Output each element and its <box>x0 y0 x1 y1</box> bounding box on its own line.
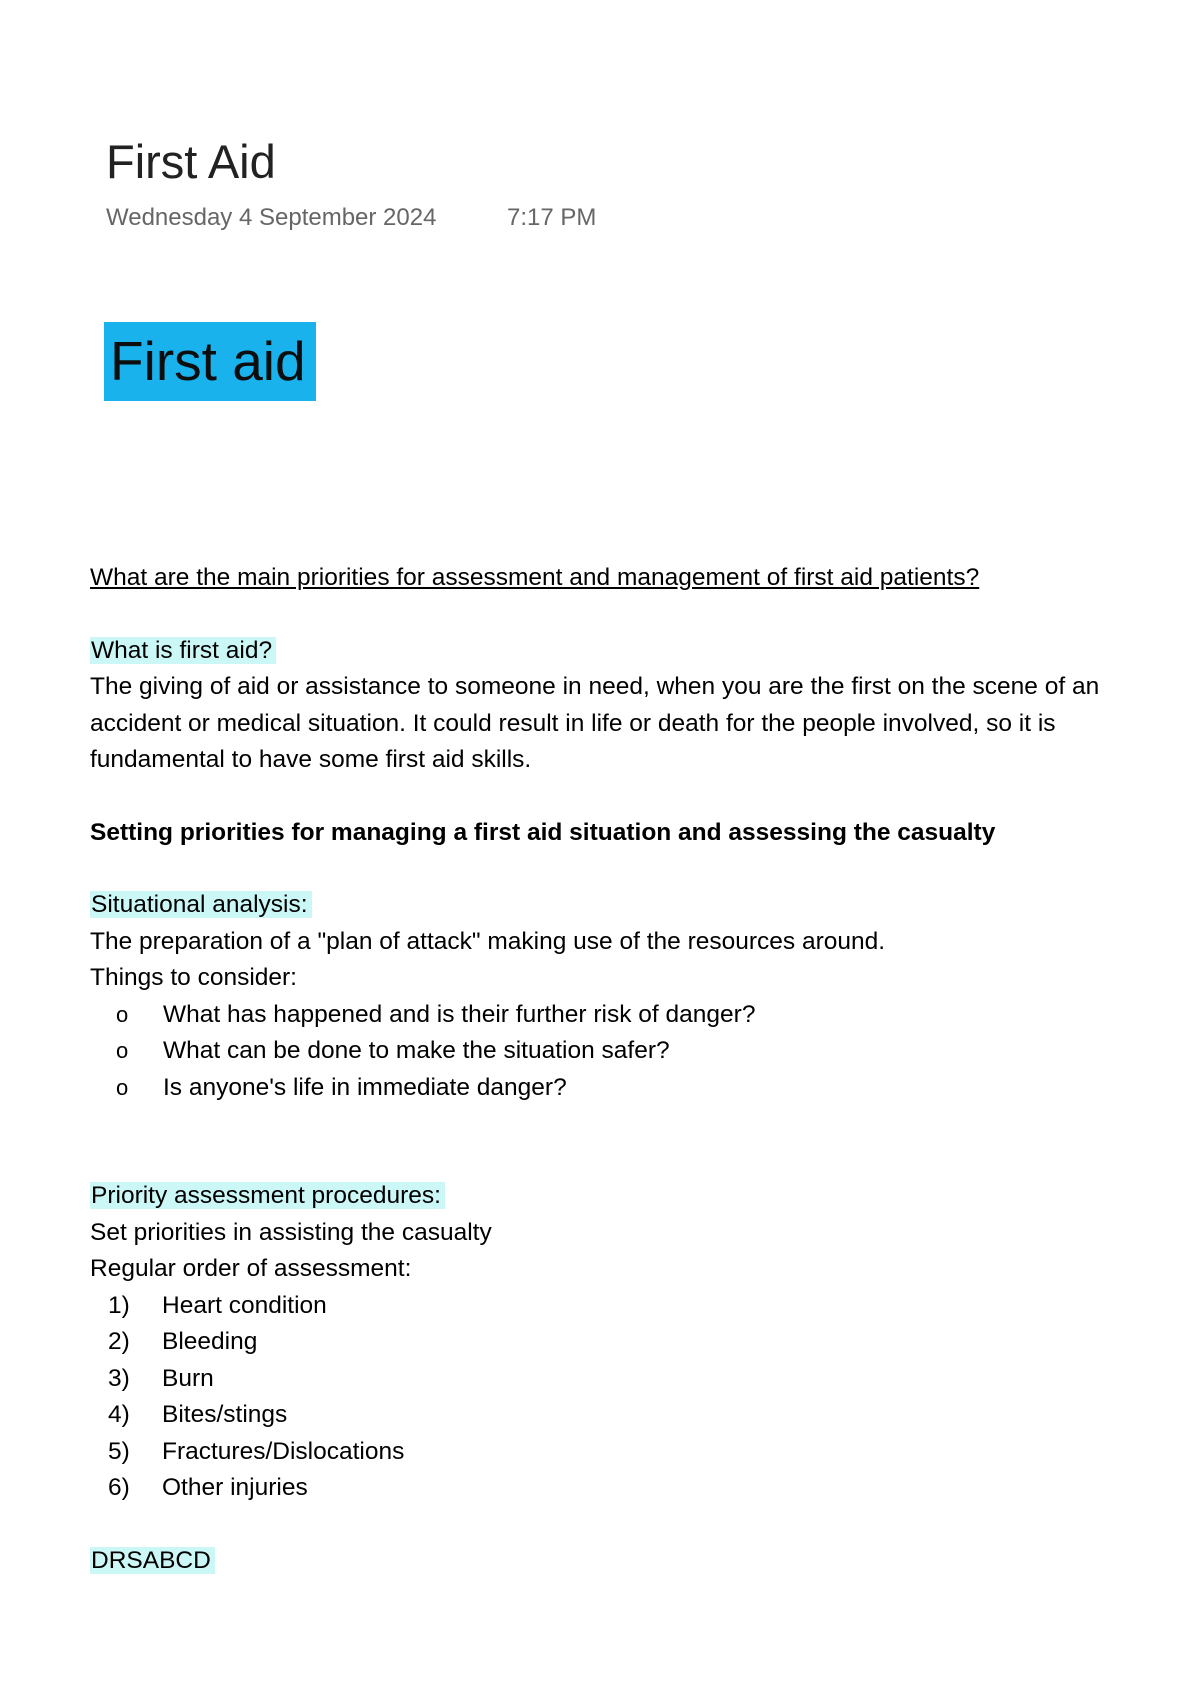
list-item <box>90 1397 1140 1434</box>
highlighted-heading: First aid <box>104 322 316 401</box>
bullet-icon: o <box>116 1001 129 1027</box>
list-number: 5) <box>108 1437 130 1465</box>
list-item-text: Bleeding <box>162 1328 258 1355</box>
priority-line-1: Set priorities in assisting the casualty <box>90 1218 492 1246</box>
list-item-text: What has happened and is their further risk of danger? <box>163 1000 756 1028</box>
note-body <box>90 560 1140 1579</box>
situational-body: The preparation of a "plan of attack" making use of the resources around. <box>90 927 886 955</box>
what-is-label: What is first aid? <box>90 637 276 664</box>
list-item <box>90 1324 1140 1361</box>
list-item <box>90 997 1140 1034</box>
drsabcd-label: DRSABCD <box>90 1547 215 1574</box>
list-item <box>90 1288 1140 1325</box>
priority-assessment-label: Priority assessment procedures: <box>90 1182 445 1209</box>
list-number: 2) <box>108 1328 130 1355</box>
list-item-text: What can be done to make the situation safer? <box>163 1037 670 1064</box>
bullet-icon: o <box>116 1074 129 1100</box>
list-item-text: Bites/stings <box>162 1401 288 1428</box>
list-number: 4) <box>108 1401 130 1428</box>
main-question: What are the main priorities for assessment and management of first aid patients? <box>90 564 980 591</box>
priorities-heading: Setting priorities for managing a first aid situation and assessing the casualty <box>90 818 996 846</box>
page-time: 7:17 PM <box>507 204 597 231</box>
list-item-text: Fractures/Dislocations <box>162 1437 405 1465</box>
list-item <box>90 1033 1140 1070</box>
what-is-body: The giving of aid or assistance to someone in need, when you are the first on the scene of an accident or medical situation. It could result in life or death for the people involved, so it is fundamental to have some first aid skills. <box>90 673 1100 773</box>
list-number: 3) <box>108 1364 130 1392</box>
priority-line-2: Regular order of assessment: <box>90 1255 412 1282</box>
list-item <box>90 1434 1140 1471</box>
page-title: First Aid <box>106 135 276 188</box>
list-number: 6) <box>108 1474 130 1501</box>
page-date: Wednesday 4 September 2024 <box>106 204 437 231</box>
bullet-icon: o <box>116 1038 129 1063</box>
situational-label: Situational analysis: <box>90 891 312 918</box>
consider-list <box>90 997 1140 1107</box>
list-item <box>90 1070 1140 1107</box>
things-to-consider: Things to consider: <box>90 964 297 991</box>
list-item-text: Heart condition <box>162 1291 327 1319</box>
list-item-text: Other injuries <box>162 1474 308 1501</box>
list-item <box>90 1470 1140 1507</box>
list-number: 1) <box>108 1291 130 1319</box>
list-item-text: Burn <box>162 1364 214 1392</box>
assessment-order-list <box>90 1288 1140 1507</box>
list-item <box>90 1361 1140 1398</box>
list-item-text: Is anyone's life in immediate danger? <box>163 1073 567 1101</box>
